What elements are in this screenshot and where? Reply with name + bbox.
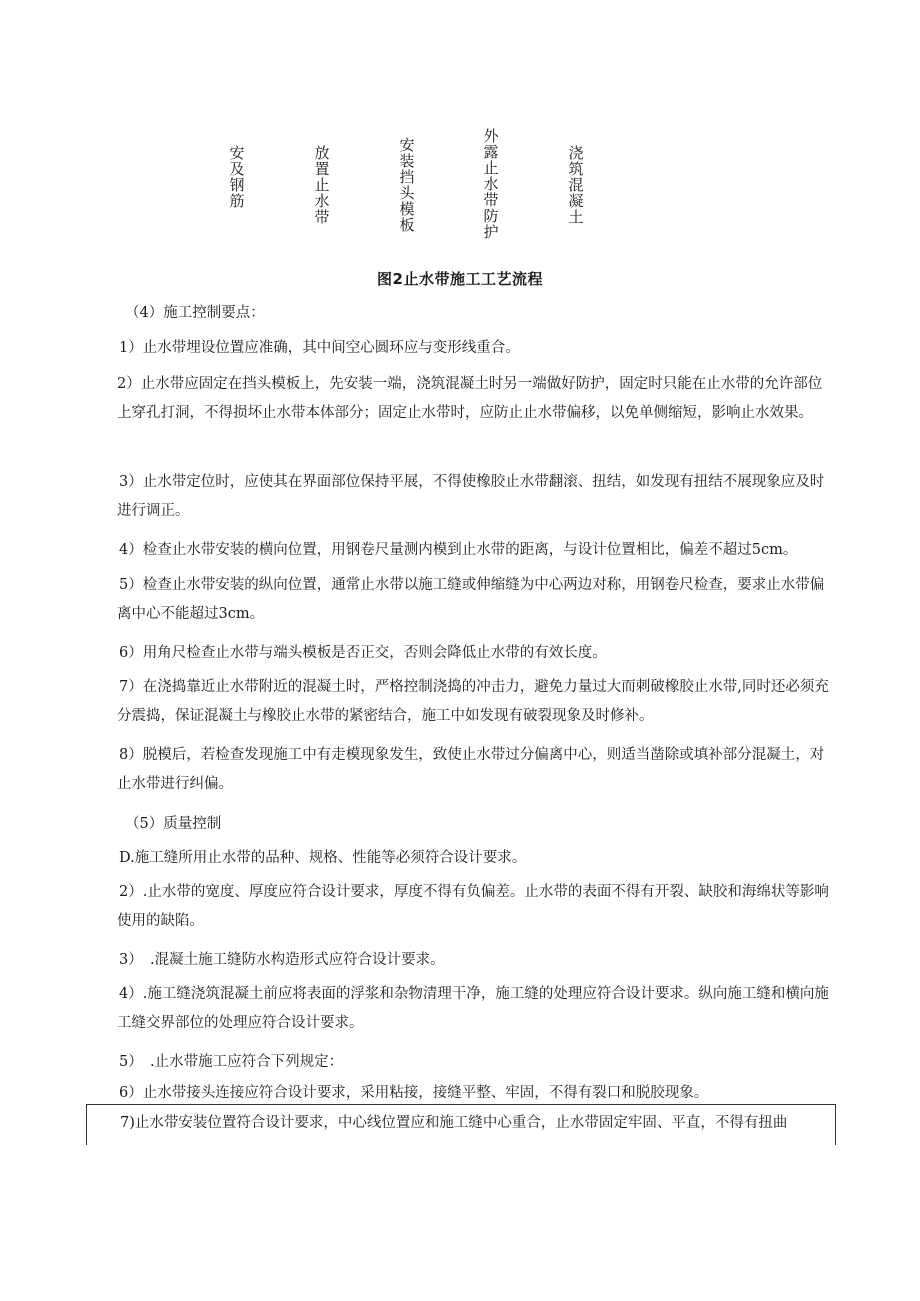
flow-step-3: 安装挡头模板 [399, 136, 415, 234]
control-point-8: 8）脱模后，若检查发现施工中有走模现象发生，致使止水带过分偏离中心，则适当凿除或填补部分混凝土，对止水带进行纠偏。 [117, 747, 825, 792]
flow-step-1: 安及钢筋 [229, 144, 245, 210]
table-box [86, 1104, 836, 1145]
control-point-5: 5）检查止水带安装的纵向位置，通常止水带以施工缝或伸缩缝为中心两边对称，用钢卷尺检查，要求止水带偏离中心不能超过3cm。 [117, 577, 825, 622]
quality-point-3: 3） .混凝土施工缝防水构造形式应符合设计要求。 [119, 952, 445, 968]
quality-point-2: 2）.止水带的宽度、厚度应符合设计要求，厚度不得有负偏差。止水带的表面不得有开裂、缺胶和海绵状等影响使用的缺陷。 [117, 884, 829, 929]
control-point-4: 4）检查止水带安装的横向位置，用钢卷尺量测内模到止水带的距离，与设计位置相比，偏差不超过5cm。 [119, 542, 798, 558]
flow-step-5: 浇筑混凝土 [568, 144, 584, 226]
flow-step-2: 放置止水带 [314, 144, 330, 226]
quality-point-6: 6）止水带接头连接应符合设计要求，采用粘接，接缝平整、牢固，不得有裂口和脱胶现象。 [119, 1085, 709, 1101]
quality-heading: （5）质量控制 [125, 816, 222, 832]
figure-caption: 图2止水带施工工艺流程 [377, 270, 543, 288]
control-heading: （4）施工控制要点： [125, 305, 265, 321]
quality-point-5: 5） .止水带施工应符合下列规定： [119, 1054, 344, 1070]
control-point-1: 1）止水带埋设位置应准确，其中间空心圆环应与变形线重合。 [119, 340, 520, 356]
quality-point-1: D.施工缝所用止水带的品种、规格、性能等必须符合设计要求。 [119, 850, 527, 866]
control-point-2: 2）止水带应固定在挡头模板上，先安装一端，浇筑混凝土时另一端做好防护，固定时只能在止水带的允许部位上穿孔打洞，不得损坏止水带本体部分；固定止水带时，应防止止水带偏移，以免单侧缩短，影响止水效果。 [117, 376, 823, 421]
control-point-3: 3）止水带定位时，应使其在界面部位保持平展，不得使橡胶止水带翻滚、扭结，如发现有扭结不展现象应及时进行调正。 [117, 474, 825, 519]
quality-point-4: 4）.施工缝浇筑混凝土前应将表面的浮浆和杂物清理干净，施工缝的处理应符合设计要求。纵向施工缝和横向施工缝交界部位的处理应符合设计要求。 [117, 986, 829, 1031]
quality-point-7: 7)止水带安装位置符合设计要求，中心线位置应和施工缝中心重合，止水带固定牢固、平直，不得有扭曲 [120, 1115, 788, 1131]
control-point-6: 6）用角尺检查止水带与端头模板是否正交，否则会降低止水带的有效长度。 [119, 645, 607, 661]
flow-step-4: 外露止水带防护 [483, 127, 499, 241]
control-point-7: 7）在浇捣靠近止水带附近的混凝土时，严格控制浇捣的冲击力，避免力量过大而刺破橡胶止水带,同时还必须充分震捣，保证混凝土与橡胶止水带的紧密结合，施工中如发现有破裂现象及时修补。 [117, 679, 829, 724]
